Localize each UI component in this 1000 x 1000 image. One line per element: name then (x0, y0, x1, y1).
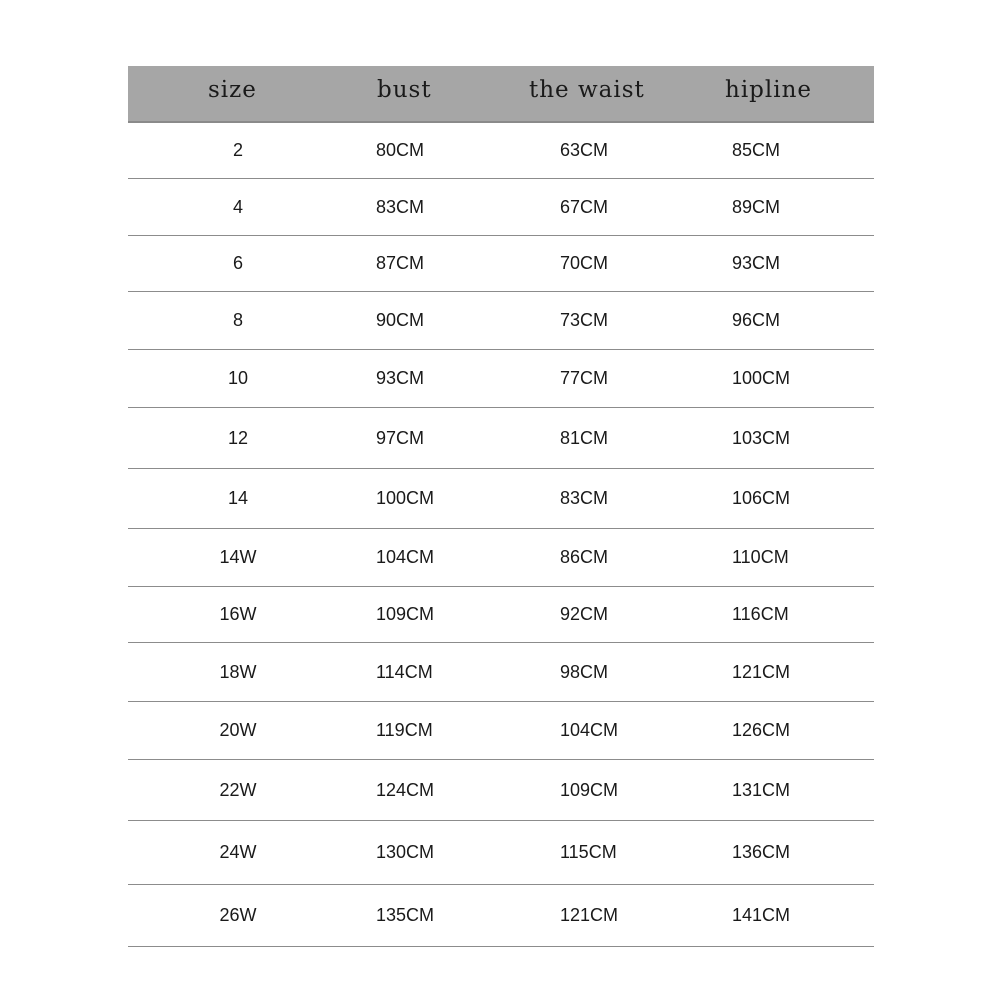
waist-cell: 86CM (560, 547, 609, 567)
table-row (128, 350, 874, 408)
size-cell: 14W (219, 547, 257, 567)
size-cell: 26W (219, 905, 257, 925)
bust-cell: 119CM (376, 720, 433, 740)
hipline-cell: 96CM (732, 310, 781, 330)
size-cell: 20W (219, 720, 257, 740)
bust-cell: 93CM (376, 368, 425, 388)
hipline-cell: 85CM (732, 140, 781, 160)
bust-cell: 135CM (376, 905, 435, 925)
waist-cell: 63CM (560, 140, 609, 160)
hipline-cell: 110CM (732, 547, 789, 567)
table-row (128, 885, 874, 947)
hipline-cell: 93CM (732, 253, 781, 273)
bust-cell: 114CM (376, 661, 433, 682)
size-cell: 24W (219, 842, 257, 862)
size-cell: 4 (232, 196, 243, 217)
header-waist: the waist (529, 77, 645, 103)
bust-cell: 87CM (376, 253, 425, 273)
waist-cell: 115CM (560, 842, 617, 862)
table-row (128, 760, 874, 821)
table-row (128, 529, 874, 587)
size-chart-table (128, 66, 874, 947)
hipline-cell: 100CM (732, 368, 791, 388)
bust-cell: 83CM (376, 196, 425, 217)
table-row (128, 236, 874, 292)
waist-cell: 104CM (560, 720, 619, 740)
bust-cell: 90CM (376, 310, 425, 330)
bust-cell: 80CM (376, 140, 425, 160)
hipline-cell: 121CM (732, 661, 791, 682)
size-cell: 16W (219, 604, 257, 624)
table-row (128, 179, 874, 236)
hipline-cell: 126CM (732, 720, 791, 740)
hipline-cell: 116CM (732, 604, 789, 624)
size-cell: 6 (232, 253, 243, 273)
hipline-cell: 106CM (732, 488, 791, 508)
table-row (128, 408, 874, 469)
size-cell: 12 (227, 427, 249, 448)
size-cell: 10 (227, 368, 249, 388)
header-hipline: hipline (725, 77, 813, 103)
waist-cell: 98CM (560, 661, 609, 682)
hipline-cell: 141CM (732, 905, 791, 925)
size-cell: 18W (219, 661, 257, 682)
size-cell: 8 (232, 310, 243, 330)
table-row (128, 821, 874, 885)
waist-cell: 109CM (560, 779, 619, 800)
bust-cell: 109CM (376, 604, 435, 624)
size-cell: 22W (219, 779, 257, 800)
table-row (128, 587, 874, 643)
bust-cell: 104CM (376, 547, 435, 567)
hipline-cell: 103CM (732, 427, 791, 448)
table-row (128, 702, 874, 760)
waist-cell: 73CM (560, 310, 609, 330)
size-cell: 14 (227, 488, 249, 508)
size-cell: 2 (232, 140, 243, 160)
waist-cell: 121CM (560, 905, 619, 925)
bust-cell: 97CM (376, 427, 425, 448)
bust-cell: 100CM (376, 488, 435, 508)
waist-cell: 77CM (560, 368, 609, 388)
table-row (128, 469, 874, 529)
table-row (128, 292, 874, 350)
table-header (128, 66, 874, 123)
waist-cell: 83CM (560, 488, 609, 508)
waist-cell: 70CM (560, 253, 609, 273)
hipline-cell: 89CM (732, 196, 781, 217)
table-row (128, 643, 874, 702)
hipline-cell: 136CM (732, 842, 791, 862)
header-size: size (208, 77, 257, 103)
hipline-cell: 131CM (732, 779, 791, 800)
header-bust: bust (377, 77, 432, 103)
bust-cell: 130CM (376, 842, 435, 862)
table-body (128, 123, 874, 947)
table-row (128, 123, 874, 179)
waist-cell: 81CM (560, 427, 609, 448)
waist-cell: 92CM (560, 604, 609, 624)
bust-cell: 124CM (376, 779, 435, 800)
waist-cell: 67CM (560, 196, 609, 217)
